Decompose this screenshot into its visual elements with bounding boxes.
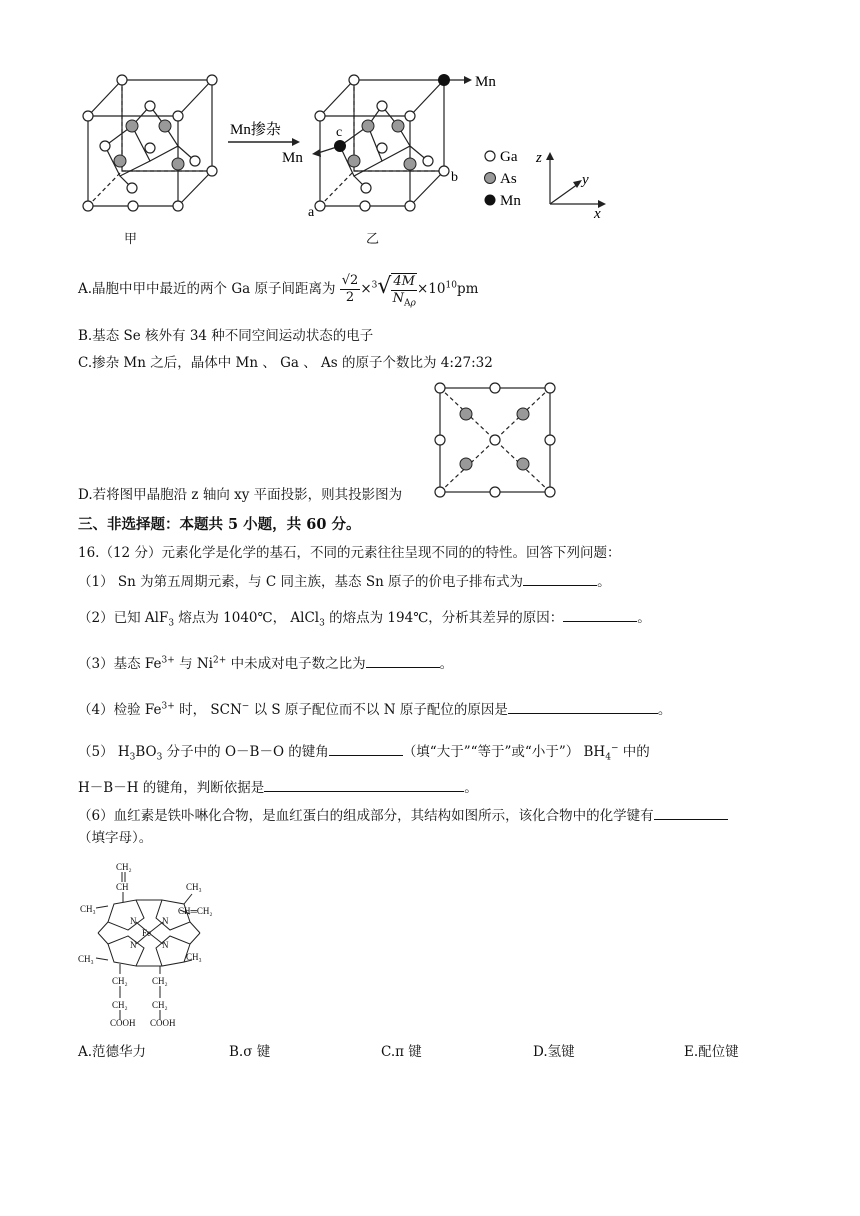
frac-num: √2 bbox=[341, 273, 359, 288]
heme-ch2-right-1: CH₂ bbox=[152, 976, 168, 986]
q16-p4c: 以 S 原子配位而不以 N 原子配位的原因是 bbox=[249, 702, 508, 718]
answer-blank-7[interactable] bbox=[654, 805, 728, 820]
crystal-figure bbox=[70, 66, 630, 256]
den-rho: ρ bbox=[410, 298, 416, 309]
q16-p4-sup2: − bbox=[241, 701, 250, 712]
legend bbox=[485, 149, 522, 209]
caption-jia: 甲 bbox=[124, 232, 138, 247]
den-n: N bbox=[392, 290, 404, 306]
heme-n-4: N bbox=[162, 940, 169, 950]
q16-p2a: （2）已知 AlF bbox=[78, 610, 169, 626]
caption-yi: 乙 bbox=[366, 232, 380, 247]
q16-part6-cont: （填字母）。 bbox=[78, 830, 153, 846]
mn-side-label: Mn bbox=[282, 150, 303, 166]
q16-p5-sup3: − bbox=[610, 743, 619, 754]
heme-ch-top: CH bbox=[116, 882, 129, 892]
q16-p2b: 熔点为 1040℃， AlCl bbox=[174, 610, 320, 626]
heme-ch3-right-bottom: CH₃ bbox=[186, 952, 202, 962]
answer-blank-6[interactable] bbox=[264, 777, 464, 792]
choice-d: D.氢键 bbox=[533, 1044, 575, 1060]
cube-root-index: 3 bbox=[371, 280, 378, 291]
answer-blank-5[interactable] bbox=[329, 741, 403, 756]
heme-ch3-top: CH₃ bbox=[186, 882, 202, 892]
q16-p5-sub1: 3 bbox=[129, 752, 136, 763]
q16-part1-text: （1） Sn 为第五周期元素，与 C 同主族，基态 Sn 原子的价电子排布式为 bbox=[78, 574, 524, 590]
q16-part4 bbox=[78, 699, 671, 719]
choice-c: C.π 键 bbox=[381, 1044, 422, 1060]
q16-p5a: （5） H bbox=[78, 744, 130, 760]
heme-ch2-left-1: CH₂ bbox=[112, 976, 128, 986]
heme-ch2-right-2: CH₂ bbox=[152, 1000, 168, 1010]
q16-p3-end: 。 bbox=[439, 656, 454, 672]
q16-part5 bbox=[78, 741, 650, 761]
fraction-sqrt2-over-2 bbox=[340, 273, 361, 306]
q16-part1-end: 。 bbox=[597, 574, 611, 590]
legend-mn: Mn bbox=[500, 193, 521, 209]
heme-n-3: N bbox=[130, 940, 137, 950]
fraction-4m-over-na-rho bbox=[391, 273, 417, 307]
q16-p3c: 中未成对电子数之比为 bbox=[226, 656, 366, 672]
q16-p5b: BO bbox=[135, 744, 157, 760]
q16-part5-cont bbox=[78, 777, 478, 797]
option-c: C.掺杂 Mn 之后，晶体中 Mn 、 Ga 、 As 的原子个数比为 4:27:32 bbox=[78, 355, 493, 371]
q16-p3-sup2: 2+ bbox=[213, 655, 227, 666]
point-c: c bbox=[336, 125, 343, 140]
heme-ch2-left-2: CH₂ bbox=[112, 1000, 128, 1010]
legend-as: As bbox=[500, 171, 517, 187]
q16-part2 bbox=[78, 607, 651, 627]
choice-a: A.范德华力 bbox=[78, 1044, 147, 1060]
q16-p4-end: 。 bbox=[657, 702, 672, 718]
axes bbox=[550, 158, 600, 204]
q16-p4-sup: 3+ bbox=[161, 701, 175, 712]
q16-part6 bbox=[78, 805, 728, 825]
q16-p5e: 中的 bbox=[618, 744, 650, 760]
arrow-label: Mn掺杂 bbox=[230, 122, 281, 138]
projection-figure bbox=[434, 382, 556, 498]
frac-den: 2 bbox=[345, 290, 355, 305]
q16-p5f: H－B－H 的键角，判断依据是 bbox=[78, 780, 265, 796]
q16-p6: （6）血红素是铁卟啉化合物，是血红蛋白的组成部分，其结构如图所示，该化合物中的化学键有 bbox=[78, 808, 654, 824]
q16-p3a: （3）基态 Fe bbox=[78, 656, 162, 672]
heme-ch3-left-top: CH₃ bbox=[80, 904, 96, 914]
option-a bbox=[78, 272, 478, 307]
q16-p3b: 与 Ni bbox=[174, 656, 213, 672]
legend-ga: Ga bbox=[500, 149, 518, 165]
option-b: B.基态 Se 核外有 34 种不同空间运动状态的电子 bbox=[78, 328, 374, 344]
heme-cooh-left: COOH bbox=[110, 1018, 136, 1028]
heme-fe: Fe bbox=[142, 928, 151, 938]
option-a-prefix: A.晶胞中甲中最近的两个 Ga 原子间距离为 bbox=[78, 281, 336, 297]
answer-blank-4[interactable] bbox=[508, 699, 658, 714]
frac-num-4m: 4M bbox=[393, 273, 415, 289]
q16-p5-sub3: 4 bbox=[605, 752, 611, 763]
heme-cooh-right: COOH bbox=[150, 1018, 176, 1028]
heme-ch2-top: CH₂ bbox=[116, 862, 132, 872]
axis-x: x bbox=[594, 206, 601, 222]
point-a: a bbox=[308, 205, 315, 220]
den-sub bbox=[404, 298, 416, 308]
radical-sign: √ bbox=[377, 274, 392, 299]
answer-blank-3[interactable] bbox=[366, 653, 440, 668]
heme-ch3-left-bottom: CH₃ bbox=[78, 954, 94, 964]
answer-blank-1[interactable] bbox=[523, 571, 597, 586]
q16-p3-sup1: 3+ bbox=[161, 655, 175, 666]
choice-b: B.σ 键 bbox=[229, 1044, 271, 1060]
unit-pm: pm bbox=[456, 281, 479, 297]
heme-n-1: N bbox=[130, 916, 137, 926]
point-b: b bbox=[451, 170, 458, 185]
q16-p4a: （4）检验 Fe bbox=[78, 702, 162, 718]
option-d: D.若将图甲晶胞沿 z 轴向 xy 平面投影，则其投影图为 bbox=[78, 487, 403, 503]
q16-p2-sub2: 3 bbox=[319, 618, 325, 629]
axis-z: z bbox=[536, 150, 542, 166]
q16-p5d: （填“大于”“等于”或“小于”） BH bbox=[402, 744, 606, 760]
q16-p4b: 时， SCN bbox=[174, 702, 242, 718]
answer-blank-2[interactable] bbox=[563, 607, 637, 622]
heme-vinyl-right: CH═CH₂ bbox=[178, 906, 213, 916]
heme-structure bbox=[76, 856, 246, 1032]
axis-y: y bbox=[582, 172, 589, 188]
heme-n-2: N bbox=[162, 916, 169, 926]
exponent: 10 bbox=[445, 280, 457, 291]
times-ten: ×10 bbox=[417, 281, 446, 297]
q16-intro: 16.（12 分）元素化学是化学的基石，不同的元素往往呈现不同的的特性。回答下列问题： bbox=[78, 545, 621, 561]
section-title: 三、非选择题：本题共 5 小题，共 60 分。 bbox=[78, 516, 361, 533]
choice-e: E.配位键 bbox=[684, 1044, 739, 1060]
times-sign: × bbox=[360, 281, 372, 297]
q16-p2-end: 。 bbox=[637, 610, 651, 626]
q16-p5c: 分子中的 O－B－O 的键角 bbox=[162, 744, 329, 760]
frac-den-nrho bbox=[391, 291, 417, 307]
den-sub-a: A bbox=[403, 298, 411, 309]
q16-p2-sub1: 3 bbox=[168, 618, 175, 629]
q16-part1 bbox=[78, 571, 611, 591]
q16-p5-sub2: 3 bbox=[156, 752, 163, 763]
q16-p2c: 的熔点为 194℃，分析其差异的原因： bbox=[324, 610, 564, 626]
q16-part3 bbox=[78, 653, 453, 673]
q16-p5-end: 。 bbox=[464, 780, 478, 796]
mn-top-label: Mn bbox=[475, 74, 496, 90]
